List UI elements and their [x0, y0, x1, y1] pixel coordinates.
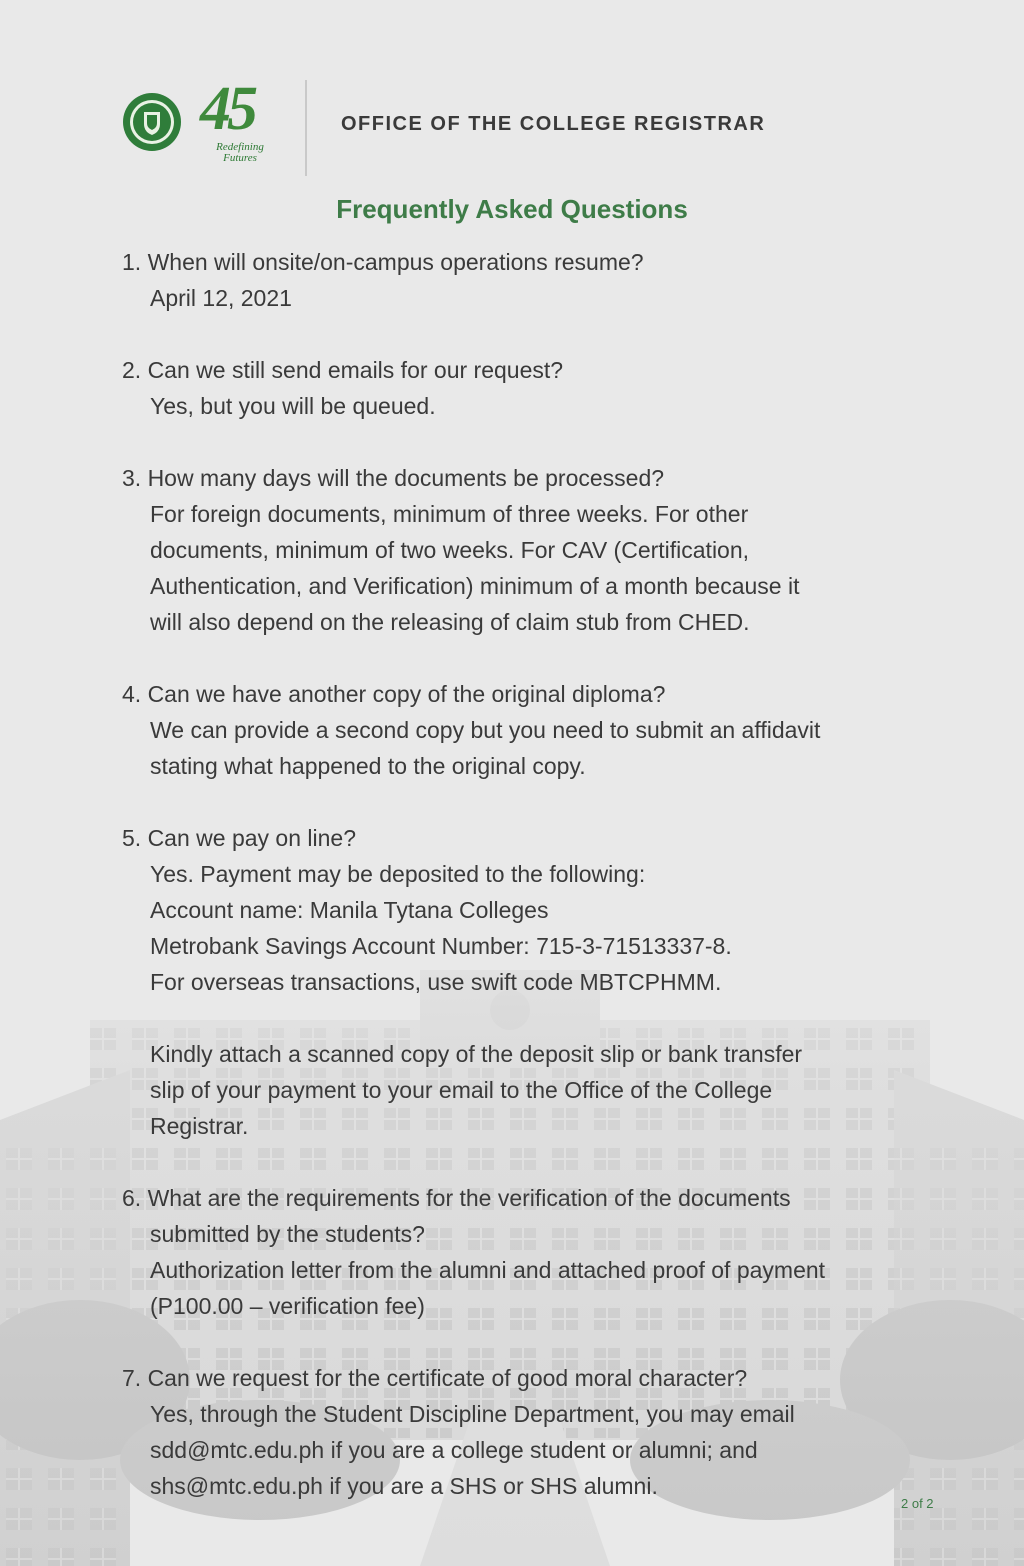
faq-answer: Yes, but you will be queued. [150, 393, 436, 419]
letterhead [122, 75, 902, 180]
faq-answer: For foreign documents, minimum of three weeks. For other documents, minimum of two weeks. For CAV (Certification, Authentication, and Verification) minimum of a month because it will also depend on the releasing of claim stub from CHED. [150, 501, 800, 635]
page-number: 2 of 2 [901, 1496, 934, 1511]
faq-item [122, 1180, 912, 1324]
faq-question: 2. Can we still send emails for our request? [122, 357, 564, 383]
faq-answer: We can provide a second copy but you need to submit an affidavit stating what happened to the original copy. [150, 717, 821, 779]
anniversary-number: 45 [200, 75, 254, 143]
faq-question: 7. Can we request for the certificate of good moral character? [122, 1365, 748, 1391]
faq-question: 4. Can we have another copy of the original diploma? [122, 681, 666, 707]
faq-question: 5. Can we pay on line? [122, 825, 356, 851]
faq-item [122, 820, 912, 1144]
faq-list [122, 244, 912, 1540]
faq-question: 3. How many days will the documents be processed? [122, 465, 665, 491]
faq-answer: Yes. Payment may be deposited to the following: Account name: Manila Tytana Colleges Metrobank Savings Account Number: 715-3-71513337-8. For overseas transactions, use swift code MBTCPHMM. Kindly attach a scanned copy of the deposit slip or bank transfer slip of your payment to your email to the Office of the College Registrar. [150, 861, 803, 1139]
faq-answer: Authorization letter from the alumni and attached proof of payment (P100.00 – verification fee) [150, 1257, 826, 1319]
faq-answer: Yes, through the Student Discipline Department, you may email sdd@mtc.edu.ph if you are a college student or alumni; and shs@mtc.edu.ph if you are a SHS or SHS alumni. [150, 1401, 795, 1499]
faq-item [122, 352, 912, 424]
office-name: OFFICE OF THE COLLEGE REGISTRAR [341, 113, 766, 135]
faq-item [122, 1360, 912, 1504]
faq-answer: April 12, 2021 [150, 285, 292, 311]
page-title: Frequently Asked Questions [336, 194, 688, 224]
header-divider [305, 80, 307, 176]
faq-question: 1. When will onsite/on-campus operations resume? [122, 249, 644, 275]
45th-anniversary-logo [194, 75, 304, 172]
faq-question: 6. What are the requirements for the verification of the documents [122, 1185, 791, 1211]
faq-question-continued: submitted by the students? [150, 1221, 425, 1247]
college-seal-icon [122, 92, 182, 152]
faq-item [122, 244, 912, 316]
anniversary-tagline: Redefining Futures [216, 141, 264, 164]
faq-item [122, 676, 912, 784]
faq-item [122, 460, 912, 640]
